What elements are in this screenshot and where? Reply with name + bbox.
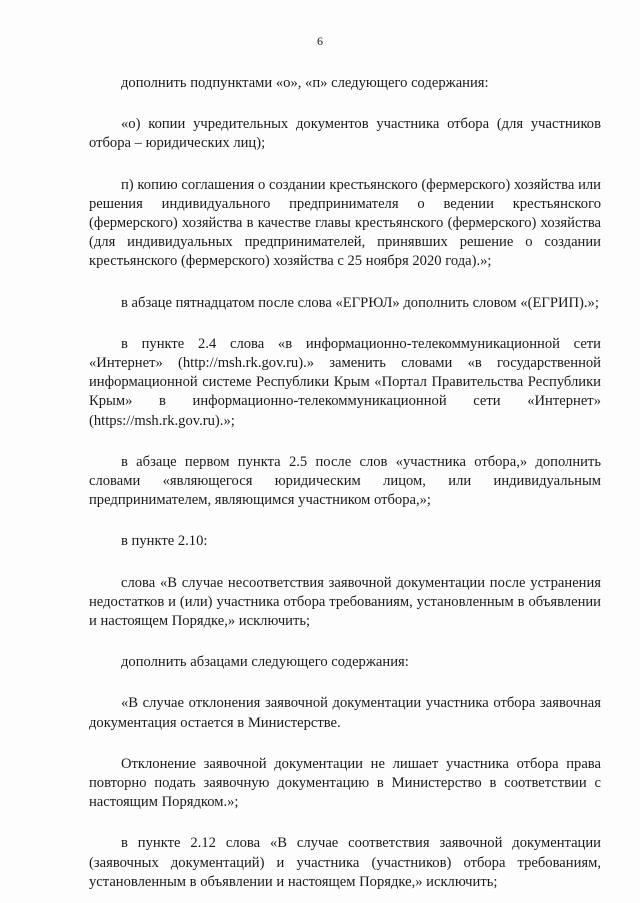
paragraph-subitem-p: п) копию соглашения о создании крестьянского (фермерского) хозяйства или решения индивидуального предпринимателя о ведении крестьянского (фермерского) хозяйства в качестве главы крестьянского (фермерского) хозяйства (для индивидуальных предпринимателей, принявших решение о создании крестьянского (фермерского) хозяйства с 25 ноября 2020 года).»; <box>89 176 601 270</box>
paragraph-subitem-o: «о) копии учредительных документов участника отбора (для участников отбора – юридических лиц); <box>89 116 601 152</box>
document-body <box>89 74 601 892</box>
paragraph-item-2-4: в пункте 2.4 слова «в информационно-телекоммуникационной сети «Интернет» (http://msh.rk.gov.ru).» заменить словами «в государственной информационной системе Республики Крым «Портал Правительства Республики Крым» в информационно-телекоммуникационной сети «Интернет» (https://msh.rk.gov.ru).»; <box>89 335 601 429</box>
paragraph-egrip: в абзаце пятнадцатом после слова «ЕГРЮЛ» дополнить словом «(ЕГРИП).»; <box>121 294 599 311</box>
page-number: 6 <box>317 34 323 48</box>
paragraph-words-exclude: слова «В случае несоответствия заявочной документации после устранения недостатков и (или) участника отбора требованиям, установленным в объявлении и настоящем Порядке,» исключить; <box>89 574 601 630</box>
paragraph-item-2-10: в пункте 2.10: <box>121 533 208 550</box>
paragraph-resubmission: Отклонение заявочной документации не лишает участника отбора права повторно подать заявочную документацию в Министерство в соответствии с настоящим Порядком.»; <box>89 755 601 811</box>
paragraph-intro-subitems: дополнить подпунктами «о», «п» следующего содержания: <box>121 75 489 91</box>
paragraph-item-2-5: в абзаце первом пункта 2.5 после слов «участника отбора,» дополнить словами «являющегося юридическим лицом, или индивидуальным предпринимателем, являющимся участником отбора,»; <box>89 453 601 509</box>
paragraph-rejection: «В случае отклонения заявочной документации участника отбора заявочная документация остается в Министерстве. <box>89 695 601 731</box>
paragraph-add-abzacy: дополнить абзацами следующего содержания: <box>121 654 409 671</box>
paragraph-item-2-12: в пункте 2.12 слова «В случае соответствия заявочной документации (заявочных документаций) и участника (участников) отбора требованиям, установленным в объявлении и настоящем Порядке,» исключить; <box>89 835 601 890</box>
